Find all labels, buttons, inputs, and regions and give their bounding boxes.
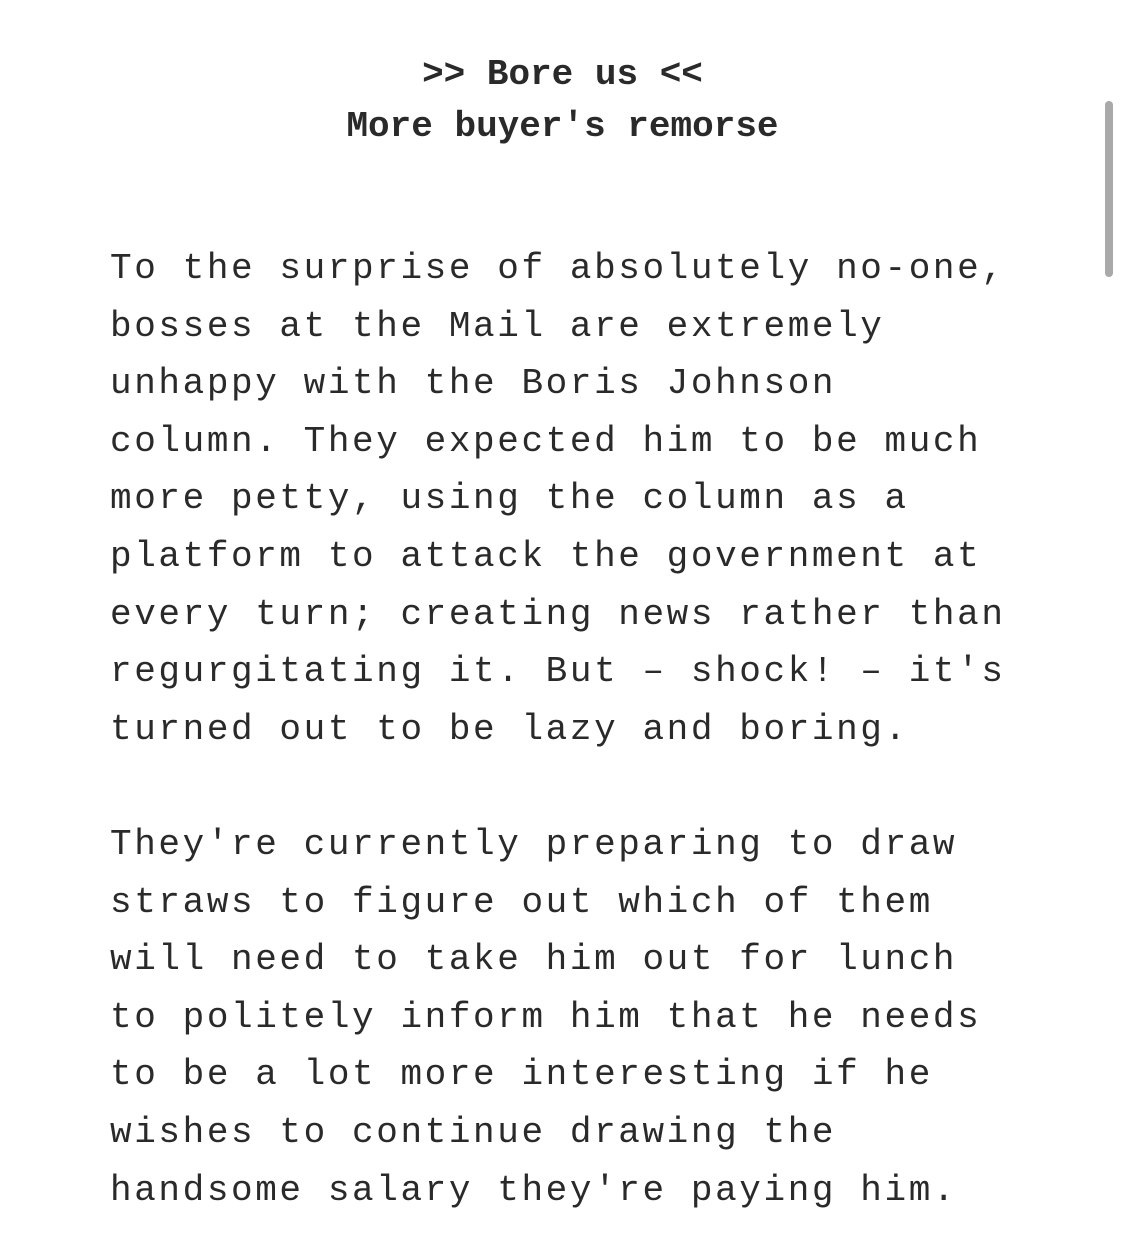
paragraph-line: They're currently preparing to draw [110,823,958,865]
paragraph-line: unhappy with the Boris Johnson [110,363,837,405]
paragraph-line: more petty, using the column as a [110,478,909,520]
paragraph-1 [110,240,1050,758]
vertical-scrollbar[interactable] [1105,101,1113,277]
article-headline: More buyer's remorse [346,106,779,147]
section-title: >> Bore us << [422,54,703,95]
paragraph-line: to politely inform him that he needs [110,996,982,1038]
paragraph-line: to be a lot more interesting if he [110,1054,933,1096]
paragraph-line: wishes to continue drawing the [110,1111,837,1153]
paragraph-line: platform to attack the government at [110,535,982,577]
paragraph-line: bosses at the Mail are extremely [110,305,885,347]
paragraph-line: column. They expected him to be much [110,420,982,462]
article-body [110,240,1050,1219]
paragraph-line: regurgitating it. But – shock! – it's [110,651,1006,693]
paragraph-2 [110,816,1050,1219]
paragraph-line: turned out to be lazy and boring. [110,708,909,750]
paragraph-line: every turn; creating news rather than [110,593,1006,635]
article-header [0,49,1125,153]
paragraph-line: will need to take him out for lunch [110,939,958,981]
paragraph-line: handsome salary they're paying him. [110,1169,958,1211]
paragraph-line: straws to figure out which of them [110,881,933,923]
paragraph-line: To the surprise of absolutely no-one, [110,248,1006,289]
